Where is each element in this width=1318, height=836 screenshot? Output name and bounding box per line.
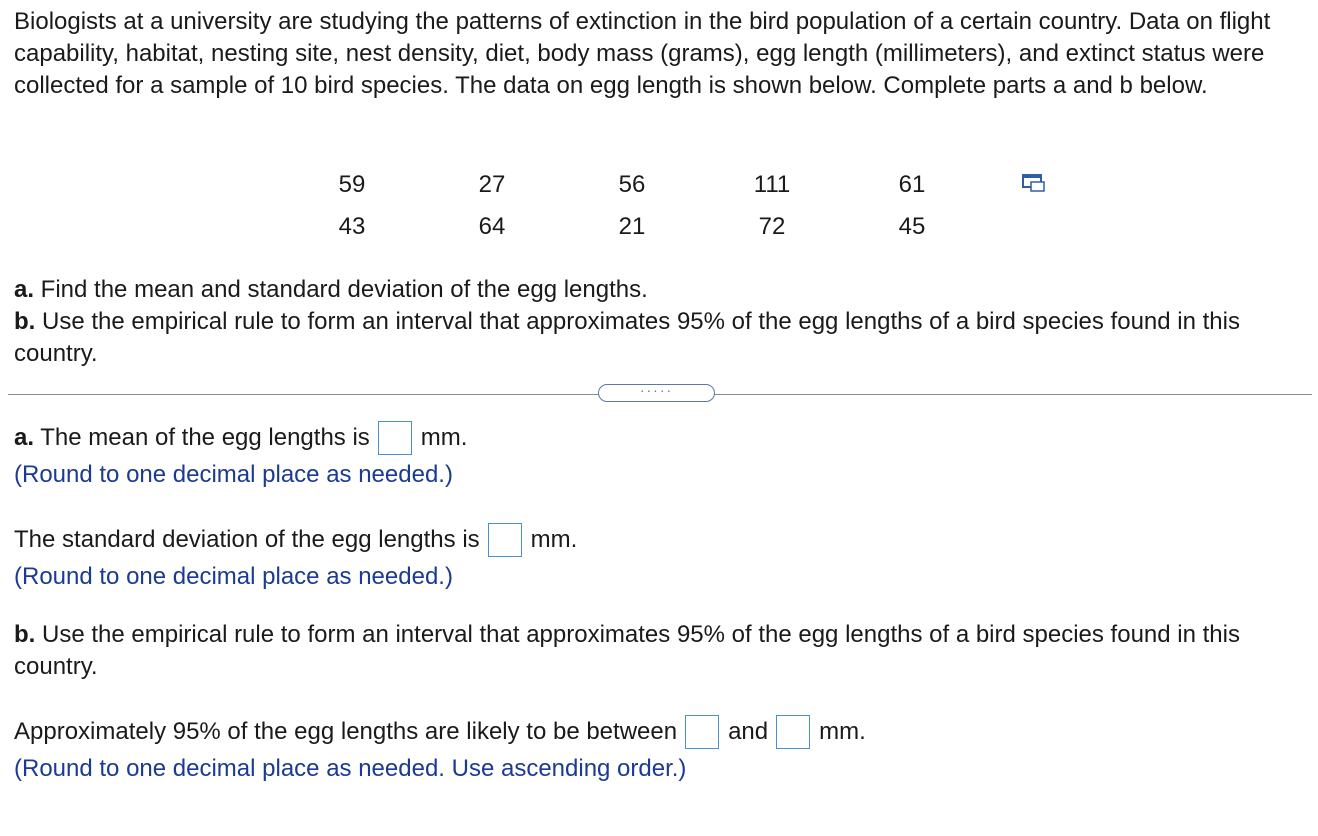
interval-lower-input[interactable] xyxy=(685,715,719,749)
expand-more-button[interactable]: ····· xyxy=(598,384,715,402)
mean-unit: mm. xyxy=(420,424,468,451)
copy-data-icon[interactable] xyxy=(1022,171,1046,193)
part-b-label: b. xyxy=(14,308,36,335)
data-cell: 43 xyxy=(338,213,366,240)
part-b-question: Use the empirical rule to form an interval that approximates 95% of the egg lengths of a bird species found in this country. xyxy=(14,308,1240,367)
interval-unit: mm. xyxy=(819,718,866,745)
part-a-question: Find the mean and standard deviation of the egg lengths. xyxy=(34,276,648,303)
data-cell: 21 xyxy=(618,213,646,240)
answer-b-question: Use the empirical rule to form an interval that approximates 95% of the egg lengths of a bird species found in this country. xyxy=(14,621,1240,680)
mean-prompt: The mean of the egg lengths is xyxy=(34,424,370,451)
mean-hint: (Round to one decimal place as needed.) xyxy=(14,461,453,488)
sd-input[interactable] xyxy=(488,523,522,557)
part-b-restatement xyxy=(14,619,1309,683)
mean-input[interactable] xyxy=(378,421,412,455)
sd-hint: (Round to one decimal place as needed.) xyxy=(14,563,453,590)
problem-intro: Biologists at a university are studying the patterns of extinction in the bird population of a certain country. Data on flight capability, habitat, nesting site, nest density, diet, body mass (grams), egg length (millimeters), and extinct status were collected for a sample of 10 bird species. The data on egg length is shown below. Complete parts a and b below. xyxy=(14,8,1271,99)
interval-hint: (Round to one decimal place as needed. Use ascending order.) xyxy=(14,755,687,782)
mean-answer-line xyxy=(14,421,467,455)
data-cell: 56 xyxy=(618,171,646,198)
interval-upper-input[interactable] xyxy=(776,715,810,749)
data-cell: 45 xyxy=(898,213,926,240)
sd-prompt: The standard deviation of the egg lengths is xyxy=(14,526,480,553)
data-cell: 64 xyxy=(478,213,506,240)
interval-prompt: Approximately 95% of the egg lengths are likely to be between xyxy=(14,718,678,745)
data-cell: 27 xyxy=(478,171,506,198)
data-cell: 61 xyxy=(898,171,926,198)
answer-a-label: a. xyxy=(14,424,35,451)
table-row xyxy=(282,164,982,206)
sd-unit: mm. xyxy=(530,526,578,553)
answer-b-label: b. xyxy=(14,621,36,648)
table-row xyxy=(282,206,982,248)
data-cell: 72 xyxy=(758,213,786,240)
sd-answer-line xyxy=(14,523,577,557)
interval-and-label: and xyxy=(728,718,769,745)
part-a-label: a. xyxy=(14,276,35,303)
data-cell: 59 xyxy=(338,171,366,198)
question-list xyxy=(14,274,1304,370)
data-cell: 111 xyxy=(753,171,791,198)
interval-answer-line xyxy=(14,715,866,749)
egg-length-data-table xyxy=(282,164,982,248)
